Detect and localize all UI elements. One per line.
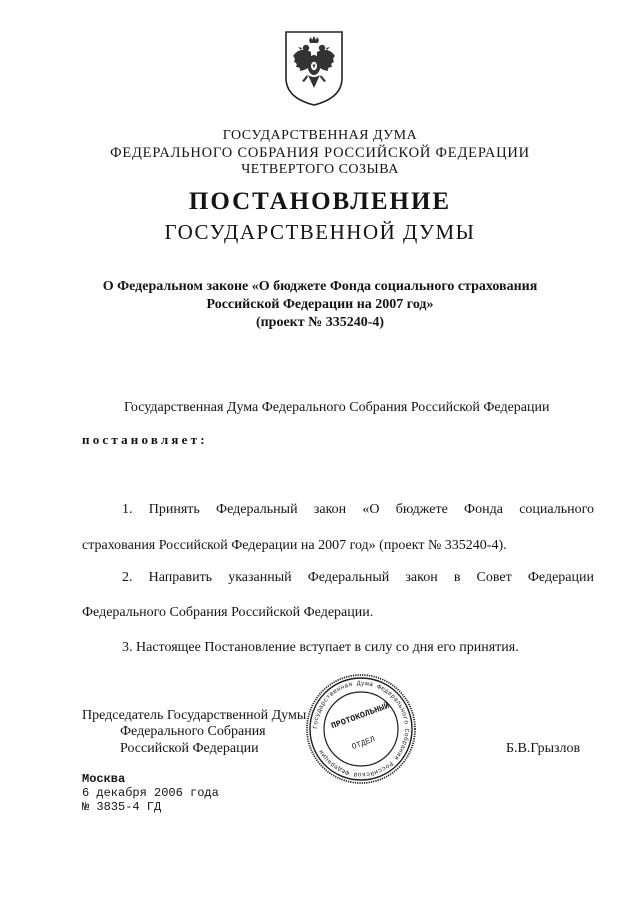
stamp-center-bottom: ОТДЕЛ bbox=[350, 735, 377, 752]
footer-number: № 3835-4 ГД bbox=[82, 800, 162, 814]
document-title: ПОСТАНОВЛЕНИЕ bbox=[188, 188, 452, 215]
item-2-line-2: Федерального Собрания Российской Федерации. bbox=[82, 605, 374, 620]
signatory-position-line-2: Федерального Собрания bbox=[120, 724, 266, 739]
item-3: 3. Настоящее Постановление вступает в силу со дня его принятия. bbox=[122, 640, 519, 655]
signatory-position-line-3: Российской Федерации bbox=[120, 741, 259, 756]
stamp-center-top: ПРОТОКОЛЬНЫЙ bbox=[329, 700, 391, 732]
item-2-line-1: 2. Направить указанный Федеральный закон в Совет Федерации bbox=[122, 570, 594, 585]
subject-line-1: О Федеральном законе «О бюджете Фонда социального страхования bbox=[102, 279, 538, 294]
signatory-name: Б.В.Грызлов bbox=[506, 741, 581, 756]
intro-text: Государственная Дума Федерального Собрания Российской Федерации bbox=[124, 400, 550, 415]
item-1-line-1: 1. Принять Федеральный закон «О бюджете Фонда социального bbox=[122, 502, 594, 517]
document-subtitle: ГОСУДАРСТВЕННОЙ ДУМЫ bbox=[164, 220, 476, 244]
round-stamp bbox=[304, 672, 418, 786]
signatory-position-line-1: Председатель Государственной Думы bbox=[82, 708, 307, 723]
org-line-3: ЧЕТВЕРТОГО СОЗЫВА bbox=[241, 162, 399, 177]
footer-date: 6 декабря 2006 года bbox=[82, 786, 219, 800]
svg-text:Государственная Дума Федеральн bbox=[312, 680, 410, 779]
stamp-ring-text: Государственная Дума Федерального Собрания Российской Федерации bbox=[311, 679, 411, 779]
footer-city: Москва bbox=[82, 772, 126, 786]
org-line-1: ГОСУДАРСТВЕННАЯ ДУМА bbox=[222, 128, 418, 143]
subject-line-2: Российской Федерации на 2007 год» bbox=[206, 297, 434, 312]
org-line-2: ФЕДЕРАЛЬНОГО СОБРАНИЯ РОССИЙСКОЙ ФЕДЕРАЦИИ bbox=[110, 145, 530, 161]
subject-line-3: (проект № 335240-4) bbox=[255, 315, 385, 330]
double-headed-eagle-icon bbox=[282, 28, 346, 108]
item-1-line-2: страхования Российской Федерации на 2007 год» (проект № 335240-4). bbox=[82, 538, 507, 553]
decrees-word: постановляет: bbox=[82, 432, 208, 447]
